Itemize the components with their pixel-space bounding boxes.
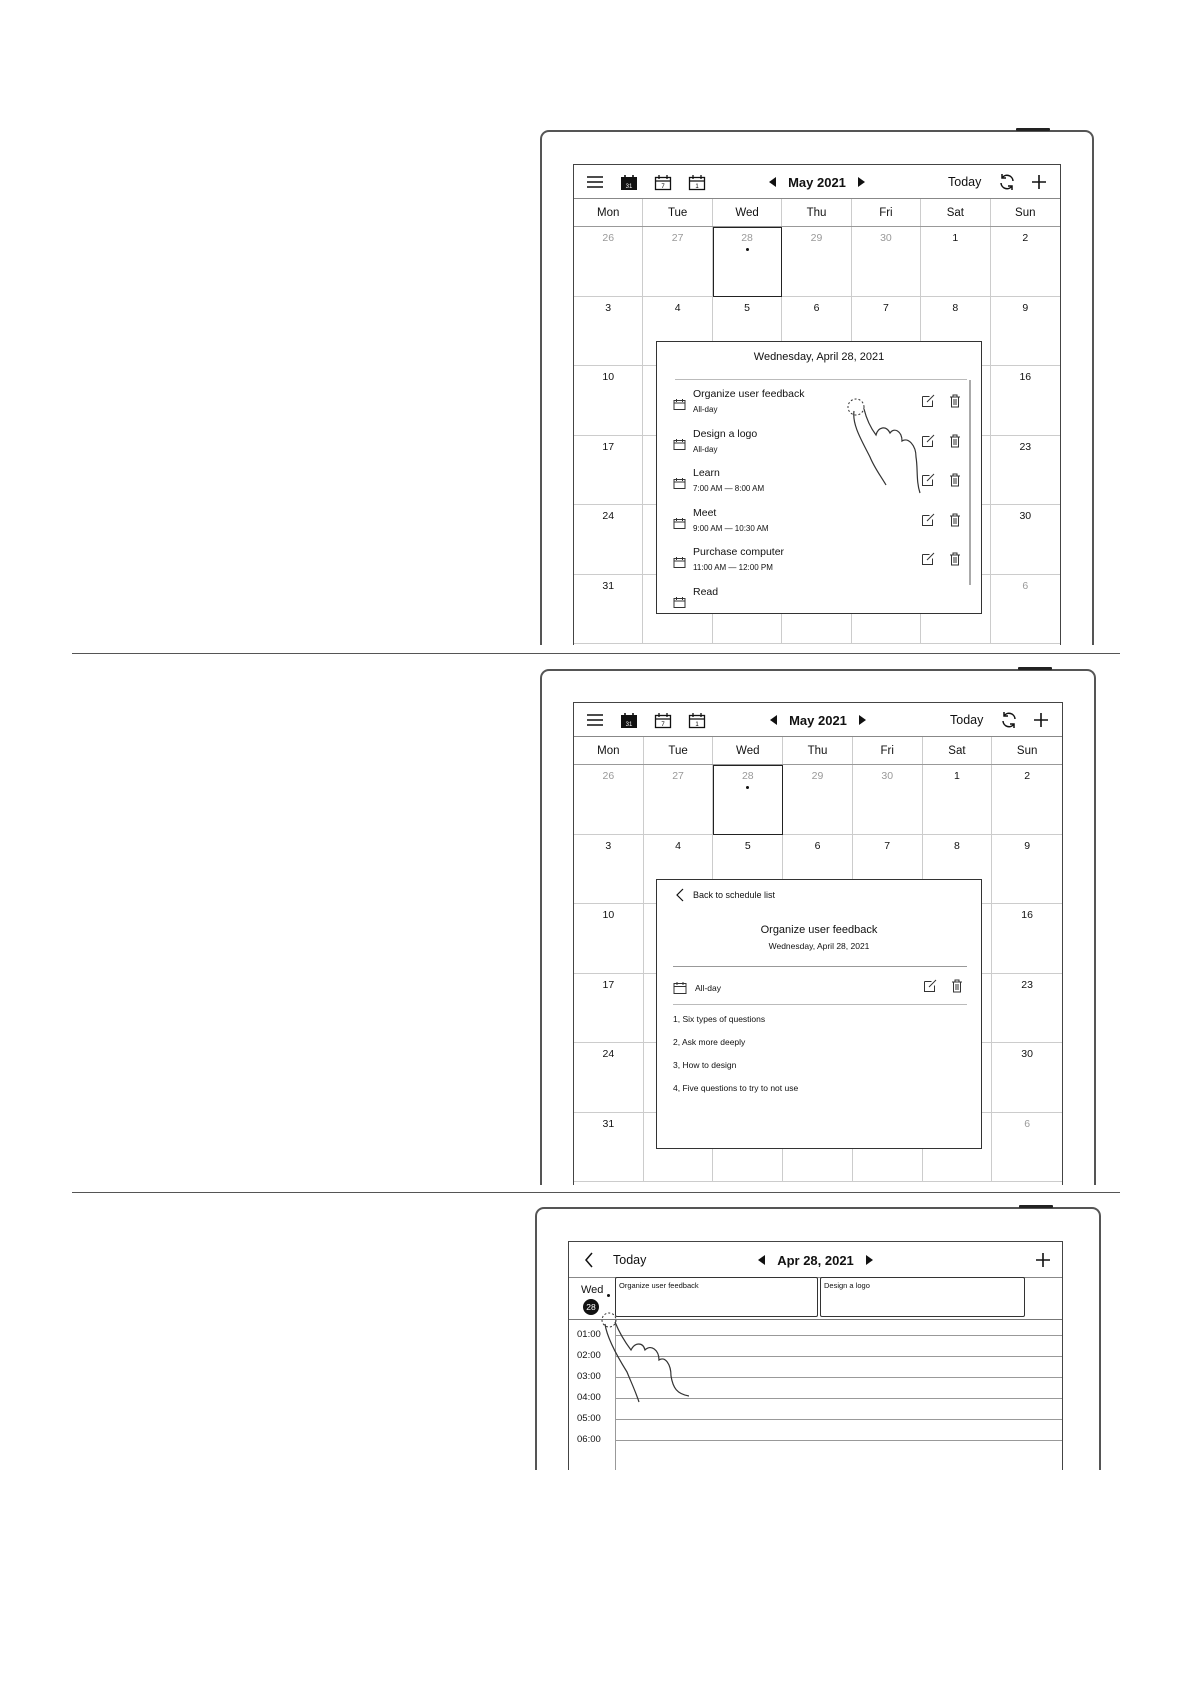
- tap-gesture-icon: [599, 1310, 689, 1410]
- weekday-thu: Thu: [782, 199, 851, 226]
- power-button: [1016, 128, 1050, 131]
- month-title: [574, 703, 1062, 737]
- event-time: 11:00 AM — 12:00 PM: [693, 563, 773, 572]
- note-line: 2, Ask more deeply: [673, 1037, 746, 1047]
- divider: [673, 1004, 967, 1005]
- event-title: Purchase computer: [693, 546, 785, 558]
- event-date: Wednesday, April 28, 2021: [768, 941, 870, 951]
- day-number: 27: [672, 770, 684, 782]
- day-number: 5: [744, 301, 750, 314]
- day-cell[interactable]: [574, 1043, 644, 1113]
- toolbar: [574, 165, 1060, 199]
- add-icon[interactable]: [1031, 1242, 1055, 1278]
- event-title: Meet: [693, 506, 717, 519]
- day-cell[interactable]: [783, 765, 853, 835]
- day-cell[interactable]: [574, 904, 644, 974]
- day-number: 30: [881, 770, 894, 782]
- day-number: 26: [602, 232, 615, 244]
- event-item[interactable]: [673, 388, 967, 428]
- hour-label: 06:00: [577, 1434, 601, 1445]
- day-number: 16: [1021, 909, 1033, 921]
- day-number: 2: [1022, 232, 1029, 244]
- day-number: 30: [880, 232, 892, 244]
- weekday-thu: Thu: [783, 737, 853, 764]
- day-cell[interactable]: [574, 366, 643, 436]
- event-time: 9:00 AM — 10:30 AM: [693, 523, 769, 533]
- weekday-tue: Tue: [643, 199, 712, 226]
- svg-text:31: 31: [625, 183, 633, 190]
- day-cell[interactable]: [991, 575, 1060, 645]
- day-number: 24: [602, 1048, 615, 1060]
- day-number: 7: [884, 839, 891, 852]
- weekday-wed: Wed: [713, 199, 782, 226]
- event-dot: [746, 786, 749, 789]
- day-cell[interactable]: [992, 974, 1062, 1044]
- day-number: 29: [811, 770, 824, 782]
- time-gutter-divider: [615, 1320, 616, 1470]
- event-item[interactable]: [673, 586, 967, 615]
- weekday-header: [574, 737, 1062, 765]
- allday-event[interactable]: Organize user feedback: [615, 1277, 818, 1317]
- event-title: Design a logo: [693, 427, 758, 440]
- day-number: 27: [671, 232, 684, 244]
- next-month-icon[interactable]: [858, 177, 865, 187]
- add-icon[interactable]: [1028, 703, 1054, 737]
- day-schedule-popup: [656, 341, 982, 614]
- day-number: 1: [954, 770, 960, 782]
- calendar-icon: [673, 437, 686, 455]
- weekday-sat: Sat: [921, 199, 990, 226]
- event-time: All-day: [693, 444, 718, 454]
- day-number: 6: [814, 839, 821, 852]
- day-cell[interactable]: [713, 227, 782, 297]
- delete-icon[interactable]: [949, 473, 961, 492]
- event-detail-popup: [656, 879, 982, 1149]
- weekday-fri: Fri: [852, 199, 921, 226]
- day-cell[interactable]: [782, 227, 851, 297]
- delete-icon[interactable]: [949, 552, 961, 571]
- note-line: 1, Six types of questions: [673, 1014, 766, 1024]
- month-title: [574, 165, 1060, 199]
- event-item[interactable]: [673, 507, 967, 547]
- day-number: 30: [1021, 1048, 1033, 1060]
- hour-line[interactable]: [615, 1356, 1062, 1357]
- day-number: 10: [602, 909, 615, 921]
- day-number: 9: [1024, 839, 1031, 852]
- day-view-screen: [568, 1241, 1063, 1470]
- sync-icon[interactable]: [996, 703, 1022, 737]
- prev-month-icon[interactable]: [769, 177, 776, 187]
- day-cell[interactable]: [643, 227, 712, 297]
- back-label: Back to schedule list: [693, 890, 776, 900]
- all-day-row: [569, 1278, 1062, 1320]
- day-number: 28: [741, 232, 753, 244]
- calendar-icon: [673, 595, 686, 613]
- hour-line[interactable]: [615, 1440, 1062, 1441]
- chevron-left-icon: [675, 888, 685, 902]
- today-button[interactable]: Today: [613, 1253, 647, 1267]
- hour-line[interactable]: [615, 1335, 1062, 1336]
- day-cell[interactable]: [574, 227, 643, 297]
- prev-day-icon[interactable]: [758, 1255, 765, 1265]
- day-cell[interactable]: [713, 765, 783, 835]
- event-title: Organize user feedback: [760, 924, 878, 936]
- back-to-list-button[interactable]: [675, 888, 775, 902]
- event-time: 7:00 AM — 8:00 AM: [693, 484, 765, 493]
- event-title: Organize user feedback: [693, 388, 805, 400]
- day-number: 7: [883, 301, 889, 314]
- delete-icon[interactable]: [949, 394, 961, 413]
- hour-line[interactable]: [615, 1419, 1062, 1420]
- calendar-screen: [573, 702, 1063, 1185]
- day-cell[interactable]: [574, 436, 643, 506]
- hour-label: 03:00: [577, 1371, 601, 1382]
- month-label: May 2021: [788, 174, 846, 190]
- prev-month-icon[interactable]: [770, 715, 777, 725]
- day-cell[interactable]: [992, 1043, 1062, 1113]
- weekday-sun: Sun: [1015, 206, 1036, 219]
- day-number: 17: [602, 440, 615, 453]
- day-number: 6: [813, 301, 820, 314]
- day-number: 24: [602, 510, 615, 522]
- hour-label: 05:00: [577, 1413, 601, 1424]
- hour-label: 01:00: [577, 1329, 601, 1340]
- day-number: 17: [602, 978, 615, 991]
- day-number: 31: [602, 579, 615, 592]
- day-cell[interactable]: [574, 974, 644, 1044]
- day-number: 28: [741, 770, 754, 782]
- day-number: 30: [1019, 510, 1032, 522]
- day-number: 4: [675, 839, 681, 852]
- scrollbar[interactable]: [969, 380, 971, 585]
- sync-icon[interactable]: [994, 165, 1020, 199]
- calendar-icon: [673, 981, 687, 999]
- divider: [673, 966, 967, 967]
- event-time: All-day: [693, 405, 718, 414]
- add-icon[interactable]: [1026, 165, 1052, 199]
- calendar-icon: [673, 476, 686, 494]
- day-number: 8: [954, 839, 960, 852]
- calendar-icon: [673, 397, 686, 415]
- day-cell[interactable]: [574, 575, 643, 645]
- day-number: 6: [1022, 579, 1029, 592]
- weekday-tue: Tue: [644, 737, 714, 764]
- next-month-icon[interactable]: [859, 715, 866, 725]
- next-day-icon[interactable]: [866, 1255, 873, 1265]
- weekday-label: Wed: [581, 1284, 604, 1296]
- day-cell[interactable]: [992, 904, 1062, 974]
- day-number: 10: [602, 371, 615, 383]
- day-cell[interactable]: [992, 835, 1062, 905]
- event-item[interactable]: [673, 546, 967, 586]
- edit-icon[interactable]: [921, 552, 935, 571]
- day-cell[interactable]: [923, 765, 993, 835]
- day-number: 31: [602, 1117, 615, 1130]
- day-cell[interactable]: [991, 436, 1060, 506]
- weekday-header: [574, 199, 1060, 227]
- weekday-wed: Wed: [713, 737, 783, 764]
- svg-text:7: 7: [661, 183, 665, 190]
- event-title: Read: [693, 585, 719, 598]
- toolbar: [574, 703, 1062, 737]
- note-line: 4, Five questions to try to not use: [673, 1083, 799, 1093]
- day-number: 5: [744, 839, 751, 852]
- day-cell[interactable]: [574, 1113, 644, 1183]
- svg-text:1: 1: [695, 183, 699, 190]
- event-dot: [607, 1294, 610, 1297]
- toolbar: [569, 1242, 1062, 1278]
- calendar-icon: [673, 555, 686, 573]
- day-cell[interactable]: [992, 765, 1062, 835]
- section-divider: [72, 1192, 1120, 1193]
- power-button: [1019, 1205, 1053, 1208]
- day-number: 3: [605, 839, 612, 852]
- day-number: 4: [674, 301, 681, 314]
- day-cell[interactable]: [991, 366, 1060, 436]
- date-badge: 28: [583, 1299, 599, 1315]
- day-number: 16: [1019, 371, 1032, 383]
- edit-icon[interactable]: [923, 979, 937, 998]
- day-number: 1: [952, 232, 959, 244]
- day-cell[interactable]: [991, 505, 1060, 575]
- allday-event[interactable]: Design a logo: [820, 1277, 1025, 1317]
- popup-date-title: Wednesday, April 28, 2021: [753, 351, 885, 363]
- day-number: 9: [1022, 301, 1029, 314]
- day-number: 23: [1019, 440, 1032, 453]
- section-divider: [72, 653, 1120, 654]
- weekday-mon: Mon: [574, 737, 644, 764]
- delete-icon[interactable]: [951, 979, 963, 998]
- day-number: 29: [810, 232, 823, 244]
- edit-icon[interactable]: [921, 434, 935, 453]
- day-number: 3: [605, 301, 612, 314]
- allday-label: All-day: [695, 983, 721, 993]
- date-title: [569, 1242, 1062, 1278]
- today-button[interactable]: Today: [948, 175, 982, 189]
- day-cell[interactable]: [574, 297, 643, 367]
- weekday-sun: Sun: [1016, 744, 1038, 757]
- note-line: 3, How to design: [673, 1060, 737, 1070]
- edit-icon[interactable]: [921, 394, 935, 413]
- today-button[interactable]: Today: [950, 713, 984, 727]
- edit-icon[interactable]: [921, 473, 935, 492]
- calendar-screen: [573, 164, 1061, 645]
- event-title: Learn: [693, 467, 720, 479]
- day-cell[interactable]: [574, 835, 644, 905]
- day-cell[interactable]: [921, 227, 990, 297]
- hour-label: 02:00: [577, 1350, 601, 1361]
- day-cell[interactable]: [852, 227, 921, 297]
- hour-line[interactable]: [615, 1398, 1062, 1399]
- divider: [675, 379, 967, 380]
- day-cell[interactable]: [853, 765, 923, 835]
- svg-text:31: 31: [625, 721, 633, 728]
- day-number: 6: [1024, 1117, 1031, 1130]
- day-cell[interactable]: [992, 1113, 1062, 1183]
- hour-label: 04:00: [577, 1392, 601, 1403]
- svg-text:7: 7: [661, 721, 665, 728]
- event-item[interactable]: [673, 467, 967, 507]
- day-number: 8: [952, 301, 959, 314]
- svg-text:1: 1: [695, 721, 699, 728]
- weekday-sat: Sat: [923, 737, 993, 764]
- day-cell[interactable]: [574, 765, 644, 835]
- delete-icon[interactable]: [949, 434, 961, 453]
- month-label: May 2021: [789, 712, 847, 728]
- day-number: 26: [602, 770, 615, 782]
- calendar-icon: [673, 516, 686, 534]
- day-cell[interactable]: [644, 765, 714, 835]
- hour-line[interactable]: [615, 1377, 1062, 1378]
- day-cell[interactable]: [991, 227, 1060, 297]
- edit-icon[interactable]: [921, 513, 935, 532]
- day-cell[interactable]: [574, 505, 643, 575]
- day-number: 2: [1024, 770, 1031, 782]
- day-cell[interactable]: [991, 297, 1060, 367]
- event-item[interactable]: [673, 428, 967, 468]
- day-number: 23: [1021, 978, 1033, 991]
- weekday-mon: Mon: [574, 199, 643, 226]
- weekday-fri: Fri: [853, 737, 923, 764]
- delete-icon[interactable]: [949, 513, 961, 532]
- event-dot: [746, 248, 749, 251]
- power-button: [1018, 667, 1052, 670]
- date-label: Apr 28, 2021: [777, 1252, 854, 1268]
